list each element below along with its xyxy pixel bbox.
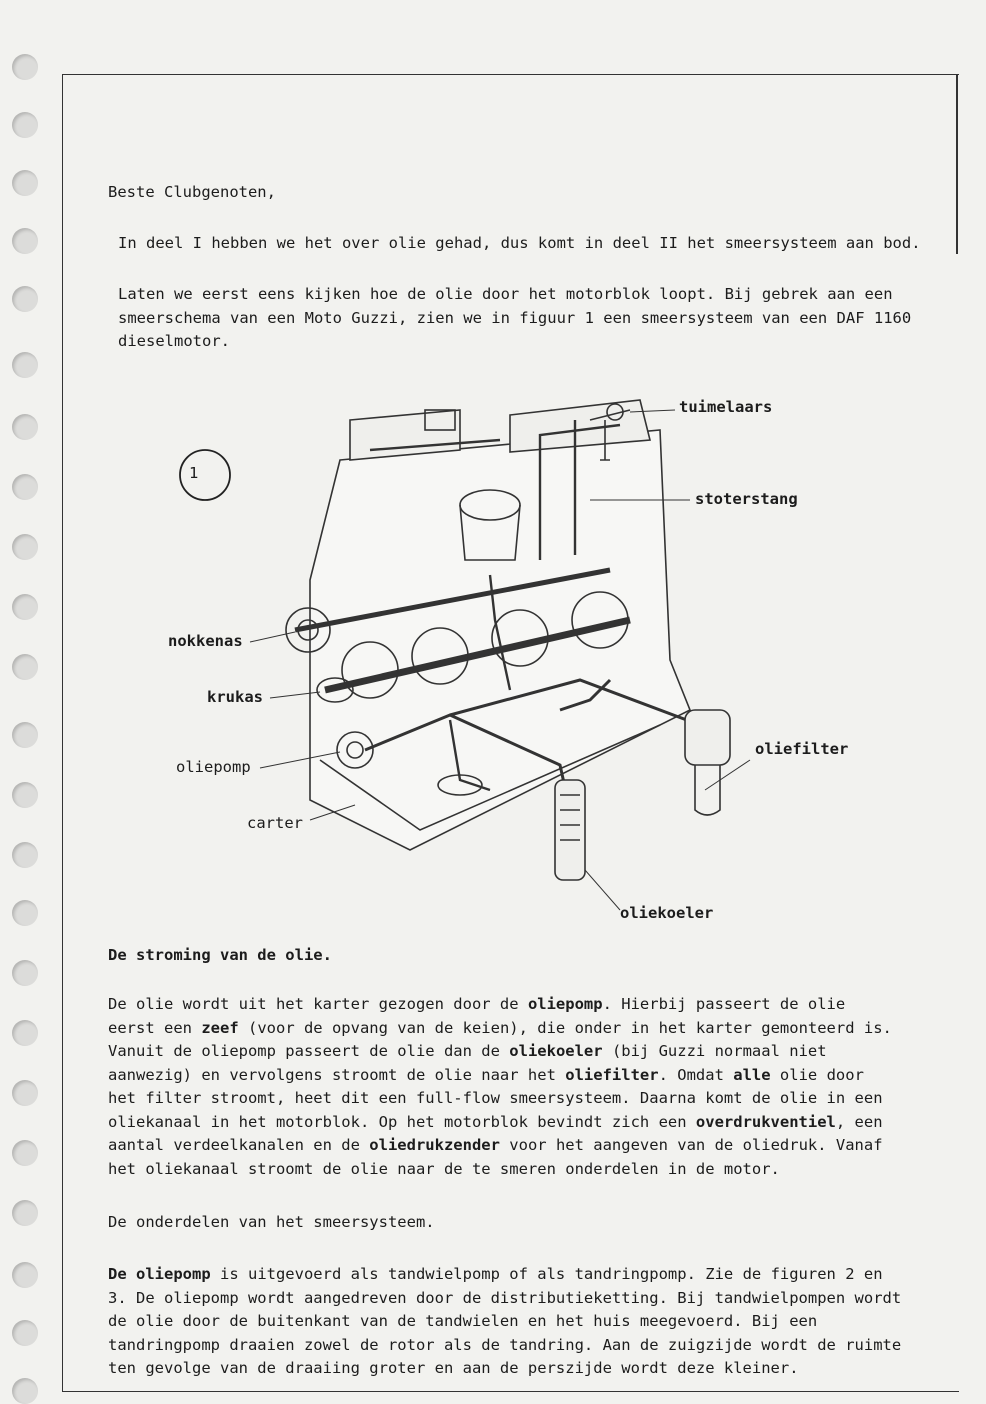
punch-hole bbox=[12, 654, 38, 680]
punch-hole bbox=[12, 534, 38, 560]
label-carter: carter bbox=[247, 814, 303, 832]
punch-hole bbox=[12, 54, 38, 80]
punch-hole bbox=[12, 1378, 38, 1404]
intro-paragraph-1: In deel I hebben we het over olie gehad, dus komt in deel II het smeersysteem aan bod. bbox=[118, 234, 921, 252]
punch-hole bbox=[12, 228, 38, 254]
label-nokkenas: nokkenas bbox=[168, 632, 243, 650]
section-heading-onderdelen: De onderdelen van het smeersysteem. bbox=[108, 1213, 435, 1231]
punch-hole bbox=[12, 414, 38, 440]
punch-hole bbox=[12, 474, 38, 500]
punch-hole bbox=[12, 286, 38, 312]
greeting: Beste Clubgenoten, bbox=[108, 183, 276, 201]
punch-hole bbox=[12, 352, 38, 378]
label-tuimelaars: tuimelaars bbox=[679, 398, 773, 416]
figure-number: 1 bbox=[189, 464, 199, 482]
punch-hole bbox=[12, 900, 38, 926]
label-oliefilter: oliefilter bbox=[755, 740, 849, 758]
figure-number-circle bbox=[180, 450, 230, 500]
punch-hole bbox=[12, 1020, 38, 1046]
punch-hole bbox=[12, 1200, 38, 1226]
label-oliekoeler: oliekoeler bbox=[620, 904, 714, 922]
punch-hole bbox=[12, 112, 38, 138]
punch-hole bbox=[12, 782, 38, 808]
punch-hole bbox=[12, 960, 38, 986]
page-frame-right bbox=[956, 74, 958, 254]
label-stoterstang: stoterstang bbox=[695, 490, 798, 508]
section-onderdelen-body: De oliepomp is uitgevoerd als tandwielpomp of als tandringpomp. Zie de figuren 2 en 3. De oliepomp wordt aangedreven door de distributieketting. Bij tandwielpompen wordt de olie door de buitenkant van de tandwielen en het huis meegevoerd. Bij een tandringpomp draaien zowel de rotor als de tandring. Aan de zuigzijde wordt de ruimte ten gevolge van de draaiing groter en aan de perszijde wordt deze kleiner. bbox=[108, 1265, 902, 1377]
punch-hole bbox=[12, 842, 38, 868]
punch-hole bbox=[12, 1262, 38, 1288]
punch-hole bbox=[12, 1140, 38, 1166]
label-krukas: krukas bbox=[207, 688, 263, 706]
section-heading-stroming: De stroming van de olie. bbox=[108, 946, 332, 964]
engine-lubrication-figure bbox=[160, 380, 860, 940]
punch-hole bbox=[12, 1080, 38, 1106]
punch-hole bbox=[12, 594, 38, 620]
punch-hole bbox=[12, 170, 38, 196]
punch-hole bbox=[12, 1320, 38, 1346]
engine-diagram bbox=[160, 380, 860, 940]
intro-paragraph-2: Laten we eerst eens kijken hoe de olie door het motorblok loopt. Bij gebrek aan een smeerschema van een Moto Guzzi, zien we in figuur 1 een smeersysteem van een DAF 1160 dieselmotor. bbox=[118, 285, 912, 350]
section-stroming-body: De olie wordt uit het karter gezogen door de oliepomp. Hierbij passeert de olie eerst een zeef (voor de opvang van de keien), die onder in het karter gemonteerd is. Vanuit de oliepomp passeert de olie dan de oliekoeler (bij Guzzi normaal niet aanwezig) en vervolgens stroomt de olie naar het oliefilter. Omdat alle olie door het filter stroomt, heet dit een full-flow smeersysteem. Daarna komt de olie in een oliekanaal in het motorblok. Op het motorblok bevindt zich een overdrukventiel, een aantal verdeelkanalen en de oliedrukzender voor het aangeven van de oliedruk. Vanaf het oliekanaal stroomt de olie naar de te smeren onderdelen in de motor. bbox=[108, 995, 892, 1178]
punch-hole bbox=[12, 722, 38, 748]
label-oliepomp: oliepomp bbox=[176, 758, 251, 776]
